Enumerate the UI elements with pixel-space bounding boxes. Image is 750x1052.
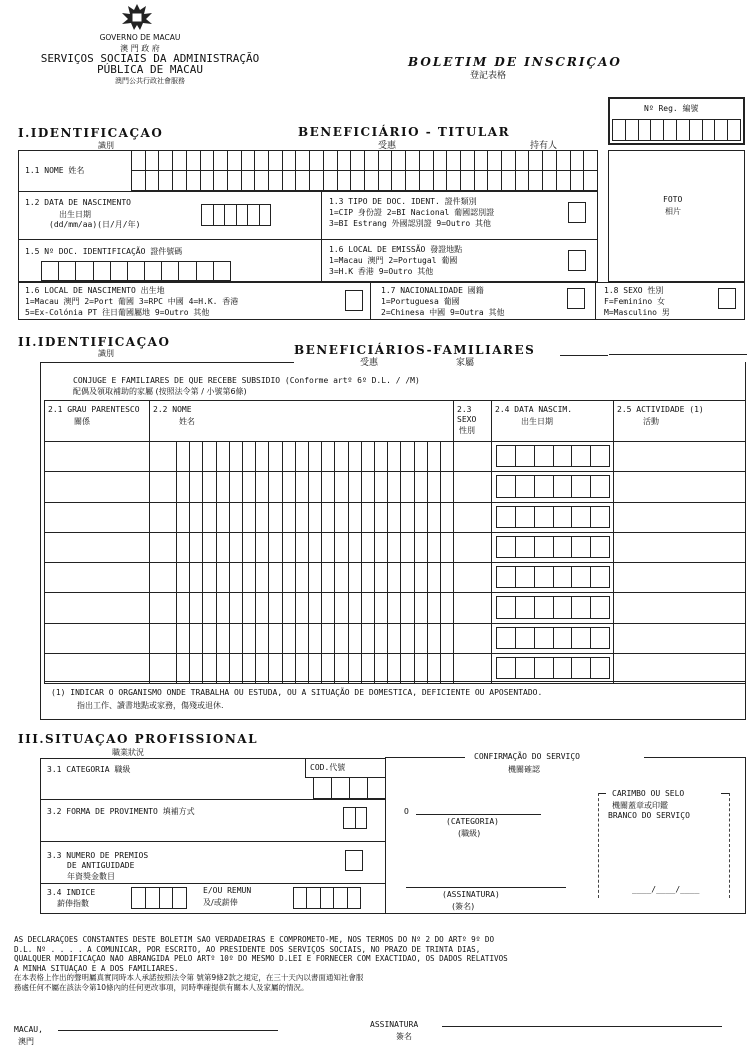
code-input[interactable] <box>313 777 386 799</box>
grid-cell[interactable] <box>132 151 146 171</box>
grid-cell[interactable] <box>475 151 489 171</box>
grid-cell[interactable] <box>584 151 598 171</box>
grid-cell[interactable] <box>516 446 535 467</box>
grid-cell[interactable] <box>572 567 591 588</box>
section1-title: I.IDENTIFICAÇAO <box>18 126 164 140</box>
sex-label: 1.8 SEXO 性別 <box>604 286 664 295</box>
seniority-label-cn: 年資獎金數目 <box>67 872 115 881</box>
grid-cell[interactable] <box>571 151 585 171</box>
grid-cell[interactable] <box>591 537 610 558</box>
grid-cell[interactable] <box>321 888 334 909</box>
grid-cell[interactable] <box>283 151 297 171</box>
grid-cell[interactable] <box>59 262 76 281</box>
declaration-line: QUALQUER MODIFICAÇAO NAO ABRANGIDA PELO ARTº 10º DO MESMO D.LEI E FORNECER COM EXACTIDAO, OS DADOS RELATIVOS <box>14 954 508 963</box>
grid-cell[interactable] <box>497 658 516 679</box>
grid-cell[interactable] <box>332 778 350 799</box>
sex-checkbox[interactable] <box>718 288 736 309</box>
grid-cell[interactable] <box>365 171 379 191</box>
section3-title: III.SITUAÇAO PROFISSIONAL <box>18 732 259 746</box>
column-header-cn: 性別 <box>459 426 475 435</box>
grid-cell[interactable] <box>516 628 535 649</box>
grid-cell[interactable] <box>591 628 610 649</box>
grid-cell[interactable] <box>310 151 324 171</box>
grid-cell[interactable] <box>535 537 554 558</box>
date-place-field[interactable] <box>58 1030 278 1031</box>
family-birthdate-input[interactable] <box>496 596 610 618</box>
grid-cell[interactable] <box>201 171 215 191</box>
grid-cell[interactable] <box>350 778 368 799</box>
grid-cell[interactable] <box>420 151 434 171</box>
family-birthdate-input[interactable] <box>496 566 610 588</box>
section2-subtitle-cn2: 家屬 <box>456 358 475 368</box>
grid-cell[interactable] <box>434 151 448 171</box>
grid-cell[interactable] <box>572 446 591 467</box>
grid-cell[interactable] <box>283 171 297 191</box>
grid-cell[interactable] <box>535 628 554 649</box>
provision-form-label: 3.2 FORMA DE PROVIMENTO 填補方式 <box>47 807 195 816</box>
grid-cell[interactable] <box>557 171 571 191</box>
grid-cell[interactable] <box>584 171 598 191</box>
doc-type-options-1: 1=CIP 身份證 2=BI Nacional 葡國認別證 <box>329 208 495 217</box>
grid-cell[interactable] <box>535 597 554 618</box>
birth-place-label: 1.6 LOCAL DE NASCIMENTO 出生地 <box>25 286 165 295</box>
declaration-line-cn: 務處任何不屬在該法令第10條內的任何更改事項，同時準確提供有關本人及家屬的情況。 <box>14 983 309 992</box>
code-label-box <box>305 758 386 778</box>
grid-cell[interactable] <box>310 171 324 191</box>
grid-cell[interactable] <box>128 262 145 281</box>
grid-cell[interactable] <box>160 888 174 909</box>
grid-cell[interactable] <box>516 658 535 679</box>
grid-cell[interactable] <box>187 171 201 191</box>
section1-title-cn: 識別 <box>98 141 114 150</box>
grid-cell[interactable] <box>497 507 516 528</box>
grid-cell[interactable] <box>572 658 591 679</box>
family-birthdate-input[interactable] <box>496 657 610 679</box>
seniority-label-1: 3.3 NUMERO DE PREMIOS <box>47 851 149 860</box>
government-name: GOVERNO DE MACAU <box>99 33 181 42</box>
grid-cell[interactable] <box>237 205 249 226</box>
registration-number-label: Nº Reg. 編號 <box>644 104 699 113</box>
birth-date-label-cn: 出生日期 <box>59 210 91 219</box>
grid-cell[interactable] <box>613 120 626 141</box>
registration-number-box <box>608 97 745 145</box>
grid-cell[interactable] <box>42 262 59 281</box>
photo-label: FOTO <box>663 195 683 204</box>
grid-cell[interactable] <box>554 658 573 679</box>
provision-form-input[interactable] <box>343 807 367 829</box>
grid-cell[interactable] <box>242 171 256 191</box>
grid-cell[interactable] <box>554 567 573 588</box>
doc-type-checkbox[interactable] <box>568 202 586 223</box>
service-confirmation-box <box>385 752 746 914</box>
grid-cell[interactable] <box>529 151 543 171</box>
grid-cell[interactable] <box>728 120 741 141</box>
grid-cell[interactable] <box>173 171 187 191</box>
grid-cell[interactable] <box>677 120 690 141</box>
birth-date-label: 1.2 DATA DE NASCIMENTO <box>25 198 131 207</box>
grid-cell[interactable] <box>294 888 307 909</box>
grid-cell[interactable] <box>269 171 283 191</box>
nationality-box <box>370 282 596 320</box>
grid-cell[interactable] <box>162 262 179 281</box>
section2-subtitle-cn1: 受惠 <box>360 358 379 368</box>
column-header-cn: 關係 <box>74 417 90 426</box>
confirmation-title: CONFIRMAÇÃO DO SERVIÇO <box>474 752 580 761</box>
sex-box <box>595 282 745 320</box>
signature-footer-label: ASSINATURA <box>370 1020 419 1029</box>
remuneration-label-cn: 及/或薪俸 <box>203 898 238 907</box>
grid-cell[interactable] <box>344 808 356 829</box>
stamp-date-field[interactable]: ____/____/____ <box>632 885 700 894</box>
grid-cell[interactable] <box>132 888 146 909</box>
nationality-label: 1.7 NACIONALIDADE 國籍 <box>381 286 484 295</box>
declaration-line: D.L. Nº . . . . A COMUNICAR, POR ESCRITO, AO PRESIDENTE DOS SERVIÇOS SOCIAIS, NO PRAZO DE TRINTA DIAS, <box>14 944 481 954</box>
family-birthdate-input[interactable] <box>496 536 610 558</box>
grid-cell[interactable] <box>228 171 242 191</box>
grid-cell[interactable] <box>497 567 516 588</box>
grid-cell[interactable] <box>572 476 591 497</box>
index-input[interactable] <box>131 887 187 909</box>
grid-cell[interactable] <box>639 120 652 141</box>
grid-cell[interactable] <box>554 537 573 558</box>
index-label: 3.4 INDICE <box>47 888 96 897</box>
grid-cell[interactable] <box>516 537 535 558</box>
remuneration-label: E/OU REMUN <box>203 886 252 895</box>
footnote: (1) INDICAR O ORGANISMO ONDE TRABALHA OU ESTUDA, OU A SITUAÇÃO DE DOMESTICA, DEFICIENTE OU APOSENTADO. <box>51 688 543 697</box>
service-name-line2: PÚBLICA DE MACAU <box>97 63 203 76</box>
grid-cell[interactable] <box>392 171 406 191</box>
stamp-label: CARIMBO OU SELO <box>612 789 685 798</box>
grid-cell[interactable] <box>146 171 160 191</box>
grid-cell[interactable] <box>651 120 664 141</box>
stamp-label-cn: 機關蓋章或印鑑 <box>612 801 668 810</box>
declaration-line: AS DECLARAÇOES CONSTANTES DESTE BOLETIM SAO VERDADEIRAS E COMPROMETO-ME, NOS TERMOS DO Nº 2 DO ARTº 9º DO <box>14 935 495 944</box>
grid-cell[interactable] <box>269 151 283 171</box>
grid-cell[interactable] <box>242 151 256 171</box>
grid-cell[interactable] <box>447 171 461 191</box>
grid-cell[interactable] <box>554 507 573 528</box>
grid-cell[interactable] <box>187 151 201 171</box>
grid-cell[interactable] <box>214 262 231 281</box>
grid-cell[interactable] <box>314 778 332 799</box>
grid-cell[interactable] <box>132 171 146 191</box>
grid-cell[interactable] <box>379 151 393 171</box>
grid-cell[interactable] <box>351 151 365 171</box>
grid-cell[interactable] <box>214 171 228 191</box>
grid-cell[interactable] <box>146 888 160 909</box>
grid-cell[interactable] <box>307 888 320 909</box>
grid-cell[interactable] <box>145 262 162 281</box>
grid-cell[interactable] <box>535 476 554 497</box>
family-members-box <box>40 362 746 720</box>
birth-place-box <box>18 282 371 320</box>
grid-cell[interactable] <box>554 446 573 467</box>
grid-cell[interactable] <box>173 151 187 171</box>
o-label: O <box>404 807 409 816</box>
grid-cell[interactable] <box>554 597 573 618</box>
grid-cell[interactable] <box>146 151 160 171</box>
signature-field[interactable] <box>442 1026 722 1027</box>
section1-subtitle-cn2: 持有人 <box>530 141 558 151</box>
family-birthdate-input[interactable] <box>496 445 610 467</box>
grid-cell[interactable] <box>338 151 352 171</box>
registration-number-cells[interactable] <box>612 119 741 141</box>
grid-cell[interactable] <box>392 151 406 171</box>
grid-cell[interactable] <box>497 537 516 558</box>
grid-cell[interactable] <box>690 120 703 141</box>
column-header-cn: 活動 <box>643 417 659 426</box>
birth-place-options-2: 5=Ex-Colónia PT 往日葡國屬地 9=Outro 其他 <box>25 308 210 317</box>
grid-cell[interactable] <box>159 151 173 171</box>
emission-place-label: 1.6 LOCAL DE EMISSÃO 發證地點 <box>329 245 463 254</box>
section2-title-cn: 識別 <box>98 349 114 358</box>
column-header: 2.5 ACTIVIDADE (1) <box>617 405 704 414</box>
grid-cell[interactable] <box>591 476 610 497</box>
grid-cell[interactable] <box>571 171 585 191</box>
grid-cell[interactable] <box>543 171 557 191</box>
grid-cell[interactable] <box>225 205 237 226</box>
category-sign-label: (CATEGORIA) <box>446 817 499 826</box>
grid-cell[interactable] <box>202 205 214 226</box>
grid-cell[interactable] <box>572 597 591 618</box>
declaration-line-cn: 在本表格上作出的聲明屬真實同時本人承諾按照法令第 號第9條2款之規定，在三十天內以書面通知社會服 <box>14 973 364 982</box>
birth-place-options-1: 1=Macau 澳門 2=Port 葡國 3=RPC 中國 4=H.K. 香港 <box>25 297 239 306</box>
service-name-cn: 澳門公共行政社會服務 <box>115 77 185 85</box>
seniority-label-2: DE ANTIGUIDADE <box>67 861 135 870</box>
remuneration-input[interactable] <box>293 887 361 909</box>
grid-cell[interactable] <box>557 151 571 171</box>
grid-cell[interactable] <box>715 120 728 141</box>
category-sign-label-cn: (職級) <box>458 829 481 838</box>
birth-date-input[interactable] <box>201 204 271 226</box>
footnote-cn: 指出工作、讀書地點或家務，傷殘或退休. <box>77 701 224 710</box>
macau-date-label-cn: 澳門 <box>18 1037 34 1046</box>
doc-type-options-2: 3=BI Estrang 外國認別證 9=Outro 其他 <box>329 219 491 228</box>
grid-cell[interactable] <box>502 171 516 191</box>
category-label: 3.1 CATEGORIA 職級 <box>47 765 131 774</box>
professional-situation-box <box>40 758 386 914</box>
government-name-cn: 澳 門 政 府 <box>120 44 160 53</box>
nationality-options-2: 2=Chinesa 中國 9=Outra 其他 <box>381 308 505 317</box>
grid-cell[interactable] <box>338 171 352 191</box>
grid-cell[interactable] <box>516 151 530 171</box>
macau-date-label: MACAU, <box>14 1025 43 1034</box>
grid-cell[interactable] <box>356 808 368 829</box>
grid-cell[interactable] <box>434 171 448 191</box>
section2-subtitle: BENEFICIÁRIOS-FAMILIARES <box>294 343 536 357</box>
grid-cell[interactable] <box>703 120 716 141</box>
signature-label: (ASSINATURA) <box>442 890 500 899</box>
sex-options-1: F=Feminino 女 <box>604 297 665 306</box>
grid-cell[interactable] <box>420 171 434 191</box>
column-header: 2.4 DATA NASCIM. <box>495 405 573 414</box>
grid-cell[interactable] <box>255 171 269 191</box>
grid-cell[interactable] <box>572 537 591 558</box>
grid-cell[interactable] <box>488 151 502 171</box>
grid-cell[interactable] <box>365 151 379 171</box>
section3-title-cn: 職業狀況 <box>112 748 144 757</box>
grid-cell[interactable] <box>572 628 591 649</box>
family-intro-cn: 配偶及領取補助的家屬 (按照法令第 / 小號第6條) <box>73 387 247 396</box>
grid-cell[interactable] <box>591 446 610 467</box>
signature-footer-label-cn: 簽名 <box>396 1032 412 1041</box>
grid-cell[interactable] <box>76 262 93 281</box>
nationality-options-1: 1=Portuguesa 葡國 <box>381 297 460 306</box>
photo-label-cn: 相片 <box>665 207 681 216</box>
grid-cell[interactable] <box>111 262 128 281</box>
grid-cell[interactable] <box>260 205 272 226</box>
grid-cell[interactable] <box>201 151 215 171</box>
name-label: 1.1 NOME 姓名 <box>25 166 85 175</box>
grid-cell[interactable] <box>296 151 310 171</box>
grid-cell[interactable] <box>461 151 475 171</box>
signature-label-cn: (簽名) <box>452 902 475 911</box>
form-title: BOLETIM DE INSCRIÇAO <box>408 55 622 69</box>
grid-cell[interactable] <box>543 151 557 171</box>
beneficiary-identification-box <box>18 150 598 282</box>
column-header: 2.1 GRAU PARENTESCO <box>48 405 140 414</box>
name-input-grid[interactable] <box>131 150 598 191</box>
grid-cell[interactable] <box>591 658 610 679</box>
grid-cell[interactable] <box>255 151 269 171</box>
grid-cell[interactable] <box>516 567 535 588</box>
birth-place-checkbox[interactable] <box>345 290 363 311</box>
emission-place-options-2: 3=H.K 香港 9=Outro 其他 <box>329 267 434 276</box>
confirmation-title-cn: 機關確認 <box>508 765 540 774</box>
section1-subtitle: BENEFICIÁRIO - TITULAR <box>298 125 511 139</box>
family-birthdate-input[interactable] <box>496 475 610 497</box>
family-birthdate-input[interactable] <box>496 627 610 649</box>
family-intro: CONJUGE E FAMILIARES DE QUE RECEBE SUBSIDIO (Conforme artº 6º D.L. / /M) <box>73 376 420 385</box>
grid-cell[interactable] <box>351 171 365 191</box>
column-header: 2.2 NOME <box>153 405 192 414</box>
grid-cell[interactable] <box>497 446 516 467</box>
grid-cell[interactable] <box>94 262 111 281</box>
doc-number-label: 1.5 Nº DOC. IDENTIFICAÇÃO 證件號碼 <box>25 247 183 256</box>
section1-subtitle-cn1: 受惠 <box>378 141 397 151</box>
photo-box <box>608 150 745 282</box>
grid-cell[interactable] <box>529 171 543 191</box>
service-name-line1: SERVIÇOS SOCIAIS DA ADMINISTRAÇÃO <box>40 52 260 65</box>
grid-cell[interactable] <box>461 171 475 191</box>
seniority-input[interactable] <box>345 850 363 871</box>
grid-cell[interactable] <box>516 171 530 191</box>
doc-number-input[interactable] <box>41 261 231 281</box>
doc-type-label: 1.3 TIPO DE DOC. IDENT. 證件類別 <box>329 197 477 206</box>
grid-cell[interactable] <box>591 567 610 588</box>
grid-cell[interactable] <box>535 658 554 679</box>
grid-cell[interactable] <box>197 262 214 281</box>
grid-cell[interactable] <box>406 151 420 171</box>
column-header: 2.3 SEXO <box>457 405 477 424</box>
family-birthdate-input[interactable] <box>496 506 610 528</box>
section2-title: II.IDENTIFICAÇAO <box>18 335 171 349</box>
grid-cell[interactable] <box>248 205 260 226</box>
stamp-label-2: BRANCO DO SERVIÇO <box>608 811 690 820</box>
grid-cell[interactable] <box>497 628 516 649</box>
grid-cell[interactable] <box>497 476 516 497</box>
grid-cell[interactable] <box>664 120 677 141</box>
grid-cell[interactable] <box>368 778 386 799</box>
family-table <box>44 400 746 682</box>
grid-cell[interactable] <box>406 171 420 191</box>
grid-cell[interactable] <box>516 507 535 528</box>
declaration-text <box>14 935 508 993</box>
grid-cell[interactable] <box>173 888 187 909</box>
grid-cell[interactable] <box>502 151 516 171</box>
grid-cell[interactable] <box>214 151 228 171</box>
grid-cell[interactable] <box>475 171 489 191</box>
grid-cell[interactable] <box>324 171 338 191</box>
grid-cell[interactable] <box>554 476 573 497</box>
grid-cell[interactable] <box>379 171 393 191</box>
grid-cell[interactable] <box>516 476 535 497</box>
grid-cell[interactable] <box>488 171 502 191</box>
grid-cell[interactable] <box>535 567 554 588</box>
emission-place-options-1: 1=Macau 澳門 2=Portugal 葡國 <box>329 256 458 265</box>
grid-cell[interactable] <box>228 151 242 171</box>
grid-cell[interactable] <box>348 888 361 909</box>
grid-cell[interactable] <box>324 151 338 171</box>
grid-cell[interactable] <box>179 262 196 281</box>
index-label-cn: 薪俸指數 <box>57 899 89 908</box>
grid-cell[interactable] <box>626 120 639 141</box>
nationality-checkbox[interactable] <box>567 288 585 309</box>
column-header-cn: 出生日期 <box>521 417 553 426</box>
grid-cell[interactable] <box>296 171 310 191</box>
emission-place-checkbox[interactable] <box>568 250 586 271</box>
sex-options-2: M=Masculino 男 <box>604 308 670 317</box>
grid-cell[interactable] <box>159 171 173 191</box>
grid-cell[interactable] <box>572 507 591 528</box>
grid-cell[interactable] <box>554 628 573 649</box>
grid-cell[interactable] <box>447 151 461 171</box>
grid-cell[interactable] <box>516 597 535 618</box>
grid-cell[interactable] <box>535 507 554 528</box>
grid-cell[interactable] <box>591 507 610 528</box>
birth-date-format: (dd/mm/aa)(日/月/年) <box>49 220 141 229</box>
declaration-line: A MINHA SITUAÇAO E A DOS FAMILIARES. <box>14 963 179 973</box>
grid-cell[interactable] <box>334 888 347 909</box>
grid-cell[interactable] <box>497 597 516 618</box>
grid-cell[interactable] <box>214 205 226 226</box>
form-title-cn: 登記表格 <box>470 71 507 81</box>
grid-cell[interactable] <box>535 446 554 467</box>
code-label: COD.代號 <box>310 763 346 772</box>
coat-of-arms-logo <box>118 2 156 32</box>
grid-cell[interactable] <box>591 597 610 618</box>
column-header-cn: 姓名 <box>179 417 195 426</box>
